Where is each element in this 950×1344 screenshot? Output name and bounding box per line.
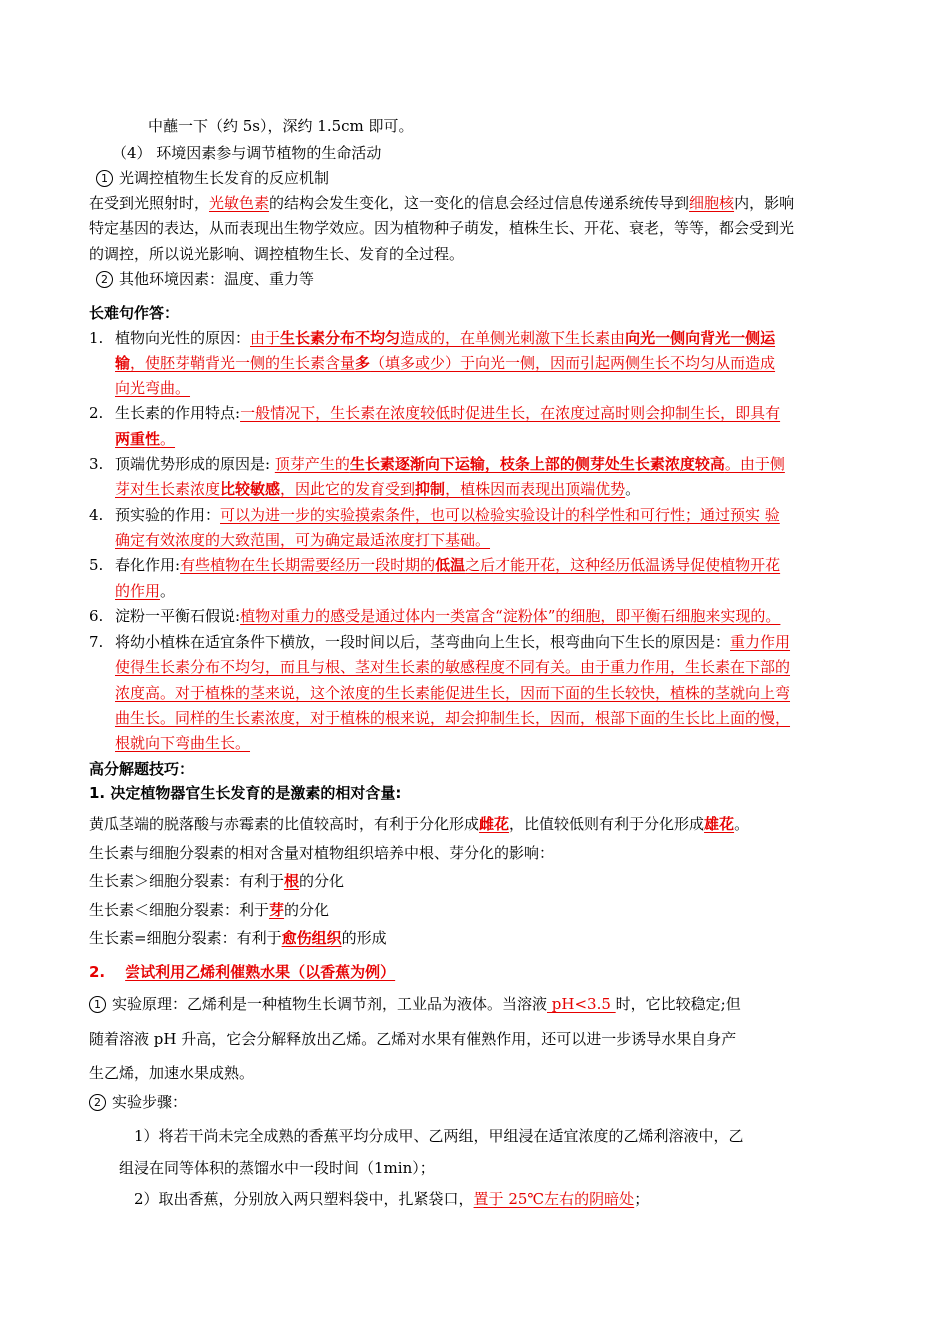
text-line: 2）取出香蕉，分别放入两只塑料袋中，扎紧袋口，置于 25℃左右的阴暗处； <box>134 1190 650 1208</box>
paragraph-line: 的调控，所以说光影响、调控植物生长、发育的全过程。 <box>89 245 465 263</box>
text-line: 生乙烯，加速水果成熟。 <box>89 1064 255 1082</box>
list-item-line: 曲生长。同样的生长素浓度，对于植株的根来说，却会抑制生长，因而，根部下面的生长比上面的慢， <box>115 709 791 727</box>
circled-number: 1 <box>96 170 113 187</box>
list-number: 5. <box>89 556 104 574</box>
list-item-line: 将幼小植株在适宜条件下横放，一段时间以后，茎弯曲向上生长，根弯曲向下生长的原因是：重力作用 <box>115 633 791 651</box>
list-item-line: 确定有效浓度的大致范围，可为确定最适浓度打下基础。 <box>115 531 491 549</box>
section-heading: 高分解题技巧： <box>89 760 195 778</box>
text-line: 生长素＞细胞分裂素：有利于根的分化 <box>89 872 345 890</box>
subsection-title: 2. 尝试利用乙烯利催熟水果（以香蕉为例） <box>89 963 396 981</box>
circled-number: 2 <box>96 271 113 288</box>
list-item-line: 植物向光性的原因：由于生长素分布不均匀造成的，在单侧光刺激下生长素由向光一侧向背光一侧运 <box>115 329 776 347</box>
list-number: 3. <box>89 455 104 473</box>
text-line: 随着溶液 pH 升高，它会分解释放出乙烯。乙烯对水果有催熟作用，还可以进一步诱导水果自身产 <box>89 1030 737 1048</box>
list-item-line: 生长素的作用特点:一般情况下，生长素在浓度较低时促进生长，在浓度过高时则会抑制生长，即具有 <box>115 404 781 422</box>
list-number: 4. <box>89 506 104 524</box>
text-line: 生长素＜细胞分裂素：利于芽的分化 <box>89 901 330 919</box>
list-item-line: 的作用。 <box>115 582 176 600</box>
list-item-line: 根就向下弯曲生长。 <box>115 734 251 752</box>
paragraph-line: 在受到光照射时，光敏色素的结构会发生变化，这一变化的信息会经过信息传递系统传导到细胞核内，影响 <box>89 194 795 212</box>
text-line: 1 光调控植物生长发育的反应机制 <box>96 168 329 188</box>
list-item-line: 使得生长素分布不均匀，而且与根、茎对生长素的敏感程度不同有关。由于重力作用，生长素在下部的 <box>115 658 791 676</box>
text-line: 生长素=细胞分裂素：有利于愈伤组织的形成 <box>89 929 387 947</box>
circled-number: 2 <box>89 1094 106 1111</box>
text-line: 生长素与细胞分裂素的相对含量对植物组织培养中根、芽分化的影响： <box>89 844 555 862</box>
text-line: 1）将若干尚未完全成熟的香蕉平均分成甲、乙两组，甲组浸在适宜浓度的乙烯利溶液中，乙 <box>134 1127 744 1145</box>
subsection-title: 1. 决定植物器官生长发育的是激素的相对含量: <box>89 784 402 802</box>
list-number: 1. <box>89 329 104 347</box>
subsection-title: （4） 环境因素参与调节植物的生命活动 <box>112 144 382 162</box>
text-line: 黄瓜茎端的脱落酸与赤霉素的比值较高时，有利于分化形成雌花，比值较低则有利于分化形成雄花。 <box>89 815 750 833</box>
list-item-line: 淀粉一平衡石假说:植物对重力的感受是通过体内一类富含“淀粉体”的细胞，即平衡石细胞来实现的。 <box>115 607 781 625</box>
list-item-line: 向光弯曲。 <box>115 379 191 397</box>
list-item-line: 春化作用:有些植物在生长期需要经历一段时期的低温之后才能开花，这种经历低温诱导促使植物开花 <box>115 556 781 574</box>
list-item-line: 顶端优势形成的原因是: 顶芽产生的生长素逐渐向下运输，枝条上部的侧芽处生长素浓度较高。由于侧 <box>115 455 785 473</box>
circled-number: 1 <box>89 996 106 1013</box>
list-number: 2. <box>89 404 104 422</box>
text-line: 2 实验步骤： <box>89 1092 187 1112</box>
paragraph-line: 特定基因的表达，从而表现出生物学效应。因为植物种子萌发，植株生长、开花、衰老，等等，都会受到光 <box>89 219 795 237</box>
section-heading: 长难句作答： <box>89 304 180 322</box>
text-line: 1 实验原理：乙烯利是一种植物生长调节剂，工业品为液体。当溶液 pH<3.5 时，它比较稳定;但 <box>89 994 741 1014</box>
list-number: 7. <box>89 633 104 651</box>
list-item-line: 浓度高。对于植株的茎来说，这个浓度的生长素能促进生长，因而下面的生长较快，植株的茎就向上弯 <box>115 684 791 702</box>
list-item-line: 预实验的作用：可以为进一步的实验摸索条件，也可以检验实验设计的科学性和可行性；通过预实 验 <box>115 506 780 524</box>
list-item-line: 两重性。 <box>115 430 176 448</box>
list-number: 6. <box>89 607 104 625</box>
list-item-line: 输，使胚芽鞘背光一侧的生长素含量多（填多或少）于向光一侧，因而引起两侧生长不均匀从而造成 <box>115 354 776 372</box>
text-line: 2 其他环境因素：温度、重力等 <box>96 269 314 289</box>
text-line: 组浸在同等体积的蒸馏水中一段时间（1min）； <box>119 1159 435 1177</box>
text-line: 中蘸一下（约 5s），深约 1.5cm 即可。 <box>148 117 414 135</box>
list-item-line: 芽对生长素浓度比较敏感，因此它的发育受到抑制，植株因而表现出顶端优势。 <box>115 480 641 498</box>
